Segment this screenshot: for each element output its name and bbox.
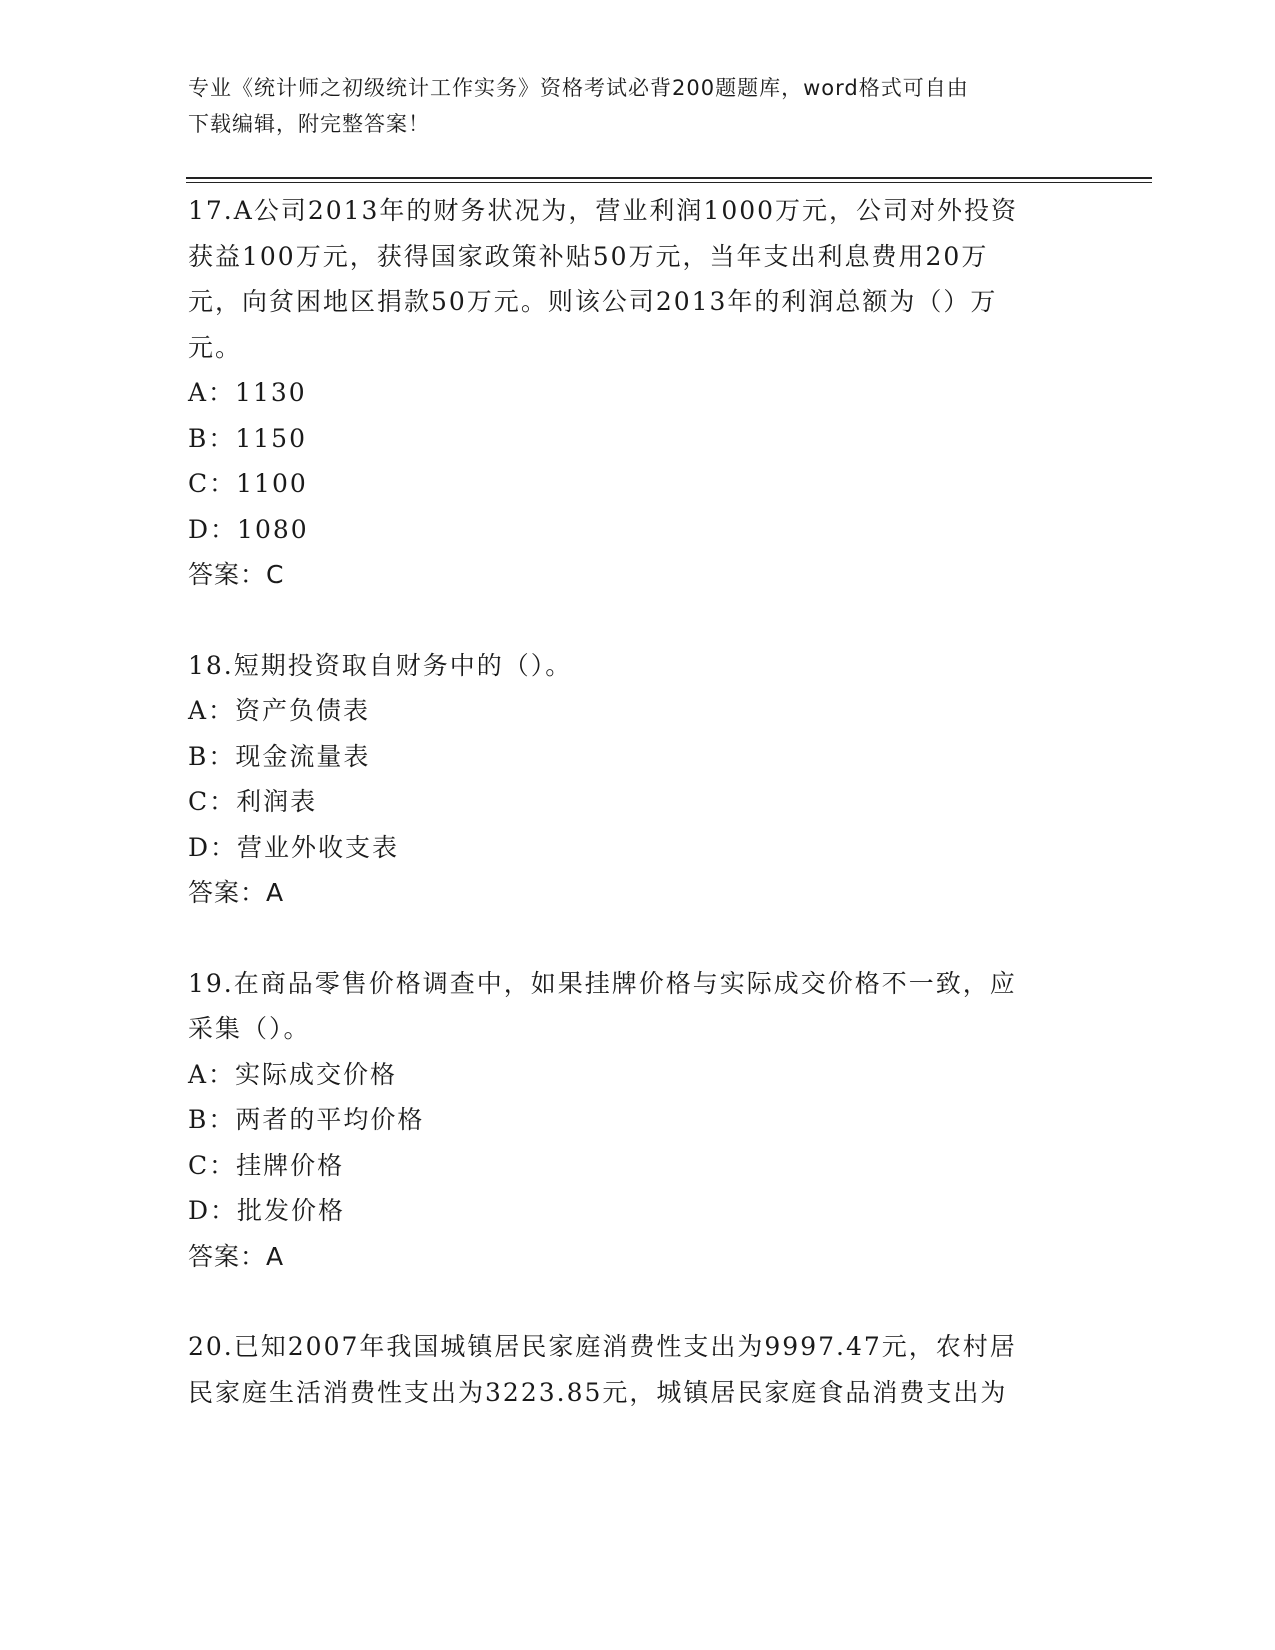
question-text-line: 18.短期投资取自财务中的（）。 <box>188 650 573 680</box>
option-b: B：两者的平均价格 <box>188 1105 425 1134</box>
question-18 <box>188 643 1088 916</box>
question-text-line: 19.在商品零售价格调查中，如果挂牌价格与实际成交价格不一致，应 <box>188 968 1017 998</box>
question-text-line: 采集（）。 <box>188 1014 311 1043</box>
question-text-line: 获益100万元，获得国家政策补贴50万元，当年支出利息费用20万 <box>188 241 989 271</box>
option-b: B：现金流量表 <box>188 741 371 771</box>
question-text-line: 20.已知2007年我国城镇居民家庭消费性支出为9997.47元，农村居 <box>188 1332 1017 1361</box>
answer-line: 答案：A <box>188 878 285 907</box>
question-text-line: 民家庭生活消费性支出为3223.85元，城镇居民家庭食品消费支出为 <box>188 1377 1008 1407</box>
header-line-2: 下载编辑，附完整答案！ <box>188 112 430 136</box>
question-text-line: 元。 <box>188 332 243 362</box>
header-line-1: 专业《统计师之初级统计工作实务》资格考试必背200题题库，word格式可自由 <box>188 76 969 100</box>
question-17 <box>188 188 1088 598</box>
document-header <box>188 70 1088 142</box>
option-c: C：1100 <box>188 469 308 498</box>
option-c: C：利润表 <box>188 787 318 816</box>
option-a: A：实际成交价格 <box>188 1059 398 1089</box>
option-a: A：1130 <box>188 378 307 407</box>
option-d: D：1080 <box>188 514 309 544</box>
option-d: D：批发价格 <box>188 1196 346 1225</box>
question-20 <box>188 1324 1088 1415</box>
header-divider-thin <box>186 182 1152 183</box>
question-text-line: 元，向贫困地区捐款50万元。则该公司2013年的利润总额为（）万 <box>188 287 998 316</box>
option-b: B：1150 <box>188 423 307 453</box>
question-19 <box>188 961 1088 1280</box>
option-c: C：挂牌价格 <box>188 1150 345 1180</box>
question-list <box>188 188 1088 1460</box>
answer-line: 答案：C <box>188 560 285 589</box>
header-divider-thick <box>186 177 1152 179</box>
option-d: D：营业外收支表 <box>188 832 400 862</box>
answer-line: 答案：A <box>188 1241 285 1271</box>
question-text-line: 17.A公司2013年的财务状况为，营业利润1000万元，公司对外投资 <box>188 196 1019 225</box>
option-a: A：资产负债表 <box>188 696 371 725</box>
